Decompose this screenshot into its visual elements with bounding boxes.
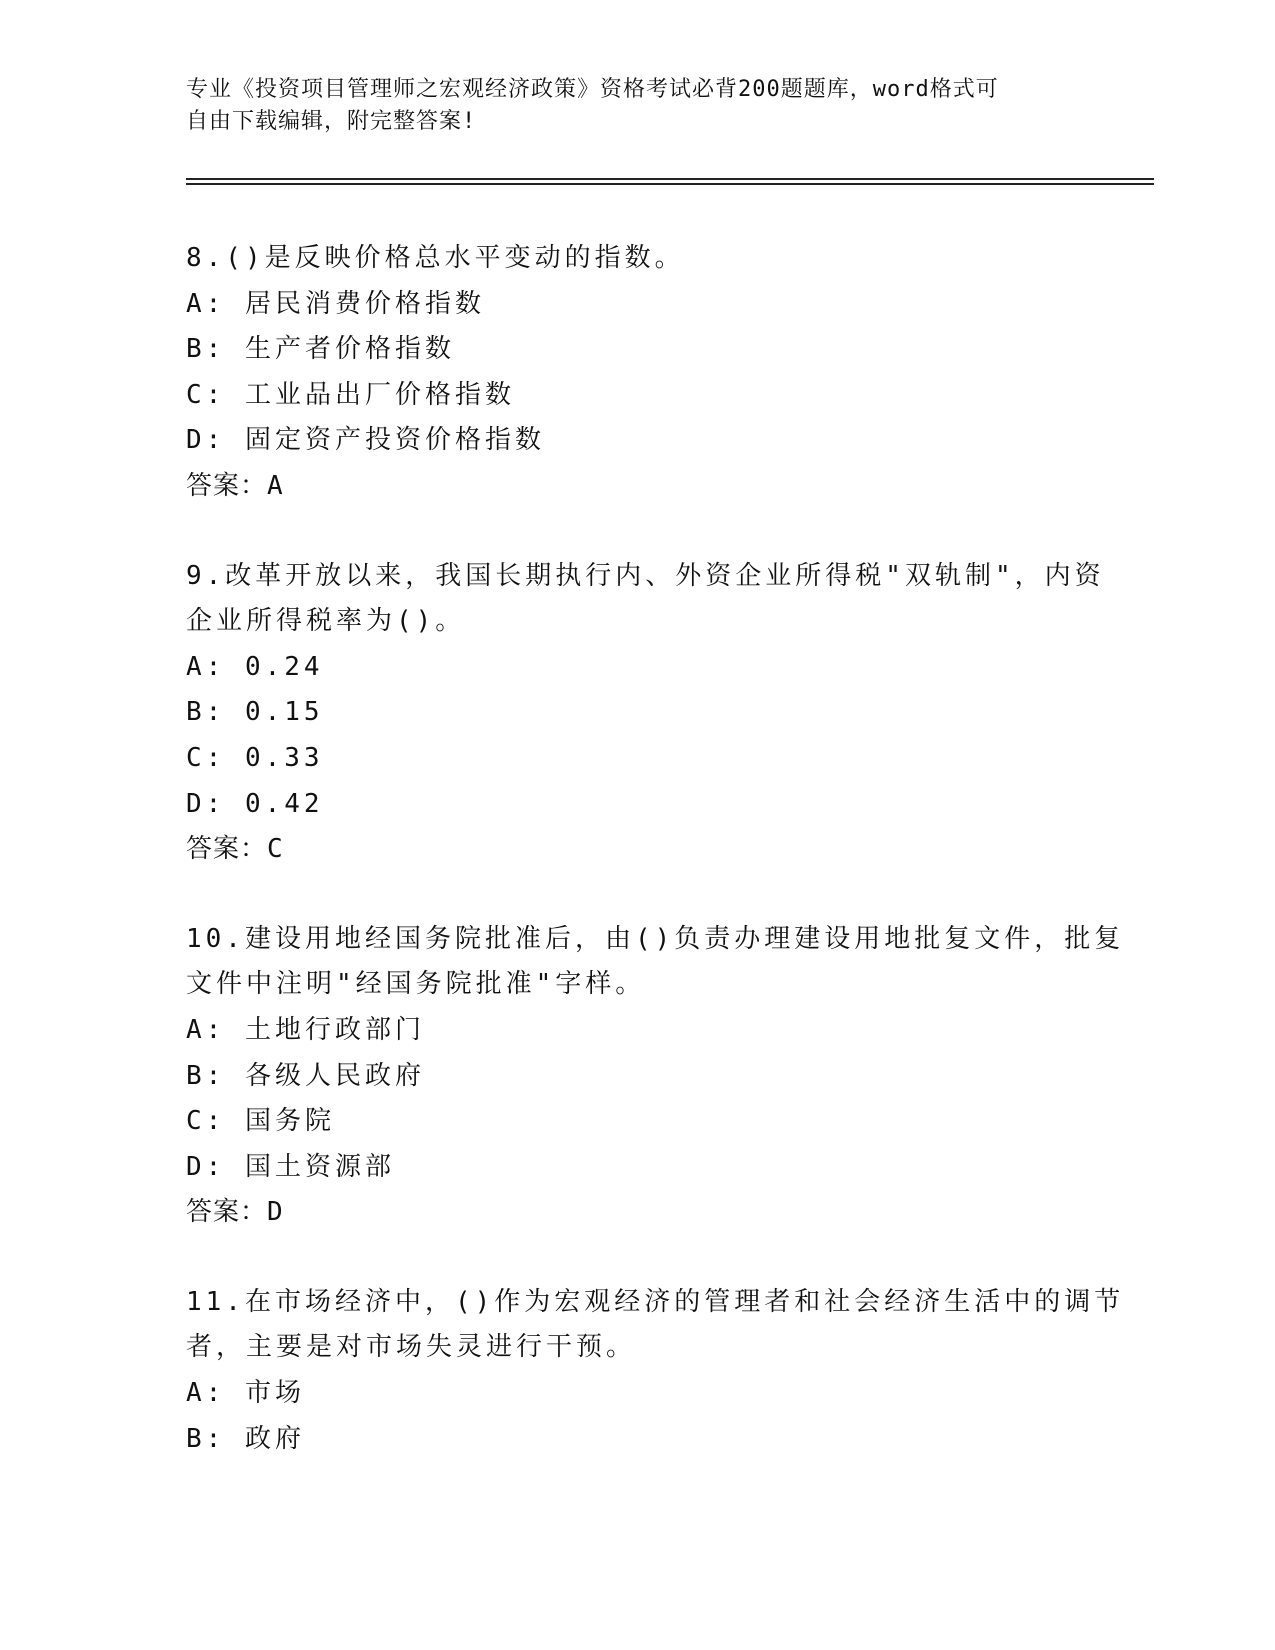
option-c: C: 国务院	[186, 1106, 335, 1137]
option-c: C: 工业品出厂价格指数	[186, 379, 515, 410]
option-a: A: 0.24	[186, 651, 324, 682]
header-line-2: 自由下载编辑，附完整答案!	[186, 109, 477, 134]
document-header	[186, 74, 1086, 138]
header-divider-top	[186, 178, 1154, 180]
answer: 答案：C	[186, 834, 284, 865]
question-text: 10.建设用地经国务院批准后，由()负责办理建设用地批复文件，批复	[186, 923, 1125, 954]
option-d: D: 国土资源部	[186, 1151, 395, 1182]
option-b: B: 各级人民政府	[186, 1060, 425, 1091]
question-9	[186, 554, 1105, 873]
option-d: D: 0.42	[186, 788, 324, 819]
question-text: 9.改革开放以来，我国长期执行内、外资企业所得税"双轨制"，内资	[186, 560, 1105, 591]
header-divider-bottom	[186, 183, 1154, 185]
option-b: B: 0.15	[186, 697, 324, 728]
header-line-1: 专业《投资项目管理师之宏观经济政策》资格考试必背200题题库，word格式可	[186, 77, 999, 102]
option-b: B: 政府	[186, 1423, 305, 1454]
option-d: D: 固定资产投资价格指数	[186, 425, 545, 456]
question-text-continued: 企业所得税率为()。	[186, 606, 466, 637]
option-b: B: 生产者价格指数	[186, 334, 455, 365]
question-text: 11.在市场经济中，()作为宏观经济的管理者和社会经济生活中的调节	[186, 1286, 1125, 1317]
option-a: A: 土地行政部门	[186, 1014, 425, 1045]
answer: 答案：D	[186, 1197, 284, 1228]
question-8	[186, 236, 1086, 510]
question-text-continued: 文件中注明"经国务院批准"字样。	[186, 969, 646, 1000]
question-10	[186, 917, 1125, 1236]
option-a: A: 居民消费价格指数	[186, 288, 485, 319]
answer: 答案：A	[186, 470, 284, 501]
question-11	[186, 1280, 1125, 1462]
option-a: A: 市场	[186, 1378, 305, 1409]
question-text-continued: 者，主要是对市场失灵进行干预。	[186, 1332, 637, 1363]
question-text: 8.()是反映价格总水平变动的指数。	[186, 243, 685, 273]
question-list	[186, 236, 1125, 1506]
option-c: C: 0.33	[186, 742, 324, 773]
